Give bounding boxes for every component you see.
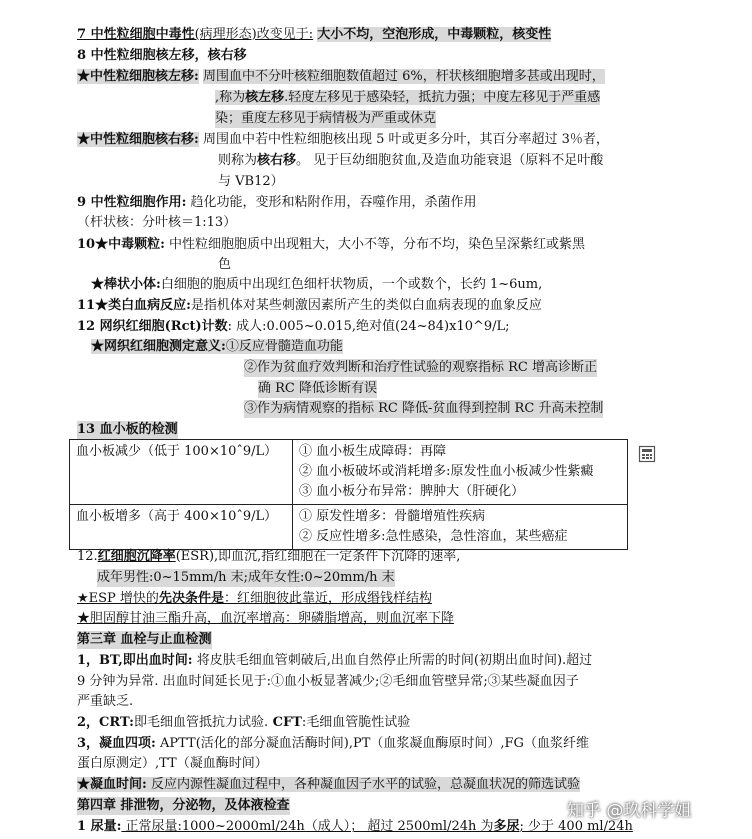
table-cell-items	[293, 440, 628, 505]
table-row	[70, 505, 628, 550]
left-shift-line-1: ★中性粒细胞核左移: 周围血中不分叶核粒细胞数值超过 6%，杆状核细胞增多甚或出现时，	[77, 69, 605, 84]
line-9-note: （杆状核：分叶核＝1:13）	[77, 215, 237, 230]
right-shift-line-3: 与 VB12）	[218, 174, 284, 189]
chapter-3-heading: 第三章 血栓与止血检测	[77, 632, 212, 647]
line-9: 9 中性粒细胞作用: 趋化功能，变形和粘附作用，吞噬作用，杀菌作用	[77, 195, 477, 210]
significance-3: ③作为病情观察的指标 RC 降低-贫血得到控制 RC 升高未控制	[244, 401, 604, 416]
line-11: 11★类白血病反应:是指机体对某些刺激因素所产生的类似白血病表现的血象反应	[77, 298, 542, 313]
crt-line: 2，CRT:即毛细血管抵抗力试验. CFT:毛细血管脆性试验	[77, 715, 411, 730]
table-cell-items	[293, 505, 628, 550]
rod-body-line: ★棒状小体:白细胞的胞质中出现红色细杆状物质，一个或数个，长约 1~6um,	[91, 277, 543, 292]
bt-line-2: 9 分钟为异常. 出血时间延长见于:①血小板显著减少;②毛细血管壁异常;③某些凝血因子	[77, 674, 579, 689]
significance-2b: 确 RC 降低诊断有误	[258, 381, 377, 396]
list-item: ② 反应性增多:急性感染，急性溶血，某些癌症	[299, 529, 568, 544]
esr-increase-condition: ★ESP 增快的先决条件是：红细胞彼此靠近，形成缗钱样结构	[77, 591, 432, 606]
list-item: ① 原发性增多：骨髓增殖性疾病	[299, 509, 486, 524]
table-cell-label: 血小板减少（低于 100×10ˆ9/L）	[70, 440, 293, 505]
significance-2: ②作为贫血疗效判断和治疗性试验的观察指标 RC 增高诊断正	[244, 360, 597, 375]
watermark: 知乎 @玖科学姐	[567, 801, 692, 821]
platelet-table	[69, 439, 628, 550]
clotting-time-line: ★凝血时间: 反应内源性凝血过程中，各种凝血因子水平的试验，总凝血状况的筛选试验	[77, 777, 580, 792]
line-10-cont: 色	[218, 257, 232, 272]
list-item: ② 血小板破坏或消耗增多:原发性血小板减少性紫癜	[299, 464, 594, 479]
line-7: 7 中性粒细胞中毒性(病理形态)改变见于: 大小不均，空泡形成，中毒颗粒，核变性	[77, 27, 552, 42]
coag-four-line-1: 3，凝血四项: APTT(活化的部分凝血活酶时间),PT（血浆凝血酶原时间）,FG（血浆纤维	[77, 736, 589, 751]
right-shift-line-1: ★中性粒细胞核右移: 周围血中若中性粒细胞核出现 5 叶或更多分叶，其百分率超过 3％者，	[77, 132, 609, 147]
esr-line: 12.红细胞沉降率(ESR),即血沉,指红细胞在一定条件下沉降的速率,	[77, 549, 461, 564]
left-shift-line-3: 染；重度左移见于病情极为严重或休克	[215, 111, 437, 126]
bt-line-3: 严重缺乏.	[77, 694, 134, 709]
table-cell-label: 血小板增多（高于 400×10ˆ9/L）	[70, 505, 293, 550]
line-13: 13 血小板的检测	[77, 422, 178, 437]
reticulocyte-significance-title: ★网织红细胞测定意义:①反应骨髓造血功能	[91, 339, 343, 354]
chapter-4-heading: 第四章 排泄物，分泌物，及体液检查	[77, 798, 290, 813]
urine-volume-line: 1 尿量: 正常尿量:1000~2000ml/24h（成人）； 超过 2500ml/24h 为多尿; 少于 400 ml/24h	[77, 819, 633, 834]
left-shift-line-2: ,称为核左移.轻度左移见于感染轻，抵抗力强；中度左移见于严重感	[215, 90, 601, 105]
bt-line-1: 1，BT,即出血时间: 将皮肤毛细血管刺破后,出血自然停止所需的时间(初期出血时间).超过	[77, 653, 593, 668]
line-12: 12 网织红细胞(Rct)计数: 成人:0.005~0.015,绝对值(24~84)x10^9/L;	[77, 319, 510, 334]
esr-normal-values: 成年男性:0~15mm/h 末;成年女性:0~20mm/h 末	[97, 570, 395, 585]
line-8: 8 中性粒细胞核左移，核右移	[77, 48, 247, 63]
list-item: ③ 血小板分布异常：脾肿大（肝硬化）	[299, 484, 525, 499]
right-shift-line-2: 则称为核右移。 见于巨幼细胞贫血,及造血功能衰退（原料不足叶酸	[218, 153, 604, 168]
coag-four-line-2: 蛋白原测定）,TT（凝血酶时间）	[77, 756, 268, 771]
list-item: ① 血小板生成障碍：再障	[299, 444, 447, 459]
document-icon[interactable]	[638, 445, 656, 463]
line-10: 10★中毒颗粒: 中性粒细胞胞质中出现粗大，大小不等，分布不均，染色呈深紫红或紫黑	[77, 237, 586, 252]
table-row	[70, 440, 628, 505]
esr-cholesterol-line: ★胆固醇甘油三酯升高，血沉率增高：卵磷脂增高，则血沉率下降	[77, 611, 455, 626]
